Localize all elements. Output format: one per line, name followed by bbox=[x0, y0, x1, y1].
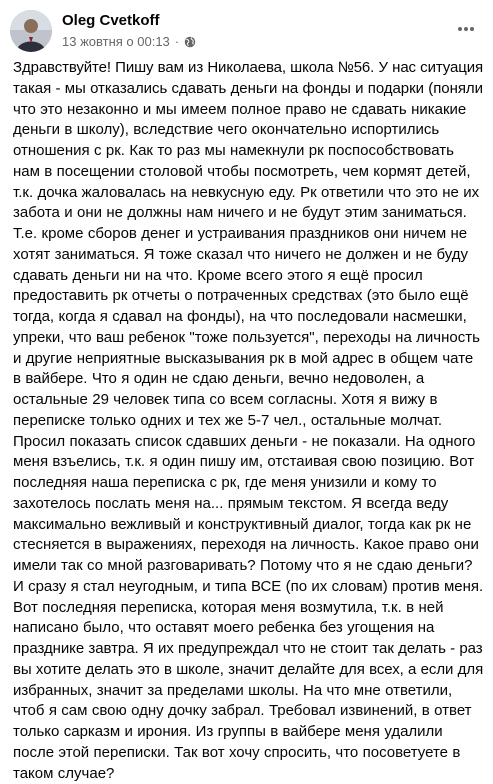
post-text-line: таком случае? bbox=[13, 764, 483, 784]
post-text-line: такая - мы отказались сдавать деньги на фонды и подарки (поняли bbox=[13, 79, 483, 100]
post-text-line: упреки, что ваш ребенок "тоже пользуется", переходы на личность bbox=[13, 328, 483, 349]
post-text-line: Здравствуйте! Пишу вам из Николаева, школа №56. У нас ситуация bbox=[13, 58, 483, 79]
more-options-button[interactable] bbox=[449, 12, 483, 46]
post-text-line: чтоб я сам свою одну дочку забрал. Требовал извинений, в ответ bbox=[13, 701, 483, 722]
post-text-line: празднике завтра. Я их предупреждал что не стоит так делать - раз bbox=[13, 639, 483, 660]
post-text-line: остальные 29 человек типа со всем согласны. Хотя я вижу в bbox=[13, 390, 483, 411]
post-text-line: переписке только одних и тех же 5-7 чел., остальные молчат. bbox=[13, 411, 483, 432]
post-text-line: нам в посещении столовой чтобы посмотреть, чем кормят детей, bbox=[13, 162, 483, 183]
post-meta bbox=[62, 34, 196, 49]
post-body bbox=[13, 58, 483, 784]
post-text-line: т.к. дочка жаловалась на невкусную еду. Рк ответили что это не их bbox=[13, 183, 483, 204]
post-header bbox=[10, 8, 483, 54]
post-text-line: забота и они не должны нам ничего и не будут этим заниматься. bbox=[13, 203, 483, 224]
post-text-line: меня взъелись, т.к. я один пишу им, отстаивая свою позицию. Вот bbox=[13, 452, 483, 473]
post-text-line: только сарказм и ирония. Из группы в вайбере меня удалили bbox=[13, 722, 483, 743]
post-text-line: захотелось послать меня на... прямым текстом. Я всегда веду bbox=[13, 494, 483, 515]
post-text-line: тогда, когда я сдавал на фонды), на что последовали насмешки, bbox=[13, 307, 483, 328]
post-text-line: последняя наша переписка с рк, где меня унизили и кому то bbox=[13, 473, 483, 494]
post-text-line: деньги в школу), вследствие чего окончательно испортились bbox=[13, 120, 483, 141]
post-text-line: имели так со мной разговаривать? Потому что я не сдаю деньги? bbox=[13, 556, 483, 577]
post-text-line: что это незаконно и мы имеем полное право не сдавать никакие bbox=[13, 100, 483, 121]
post-text-line: предоставить рк отчеты о потраченных средствах (это было ещё bbox=[13, 286, 483, 307]
more-horizontal-icon bbox=[456, 19, 476, 39]
meta-separator: · bbox=[175, 34, 179, 49]
post-text-line: максимально вежливый и конструктивный диалог, тогда как рк не bbox=[13, 515, 483, 536]
author-name[interactable]: Oleg Cvetkoff bbox=[62, 12, 160, 29]
post-text-line: в вайбере. Что я один не сдаю деньги, вечно недоволен, а bbox=[13, 369, 483, 390]
post-text-line: вы хотите делать это в школе, значит делайте для всех, а если для bbox=[13, 660, 483, 681]
post-text-line: Т.е. кроме сборов денег и устраивания праздников они ничем не bbox=[13, 224, 483, 245]
post-text-line: отношения с рк. Как то раз мы намекнули рк поспособствовать bbox=[13, 141, 483, 162]
avatar-image bbox=[10, 10, 52, 52]
post-text-line: избранных, значит за пределами школы. На что мне ответили, bbox=[13, 681, 483, 702]
post-text-line: после этой переписки. Так вот хочу спросить, что посоветуете в bbox=[13, 743, 483, 764]
post-text-line: хотят заниматься. Я тоже сказал что ничего не должен и не буду bbox=[13, 245, 483, 266]
post-text-line: написано было, что оставят моего ребенка без угощения на bbox=[13, 618, 483, 639]
avatar[interactable] bbox=[10, 10, 52, 52]
post-text-line: сдавать деньги ни на что. Кроме всего этого я ещё просил bbox=[13, 266, 483, 287]
post-timestamp[interactable]: 13 жовтня о 00:13 bbox=[62, 34, 170, 49]
globe-icon[interactable] bbox=[184, 36, 196, 48]
post-text-line: стесняется в выражениях, переходя на личность. Какое право они bbox=[13, 535, 483, 556]
post-text-line: И сразу я стал неугодным, и типа ВСЕ (по их словам) против меня. bbox=[13, 577, 483, 598]
post-text-line: и другие неприятные высказывания рк в мой адрес в общем чате bbox=[13, 349, 483, 370]
post-text-line: Вот последняя переписка, которая меня возмутила, т.к. в ней bbox=[13, 598, 483, 619]
post-text-line: Просил показать список сдавших деньги - не показали. На одного bbox=[13, 432, 483, 453]
